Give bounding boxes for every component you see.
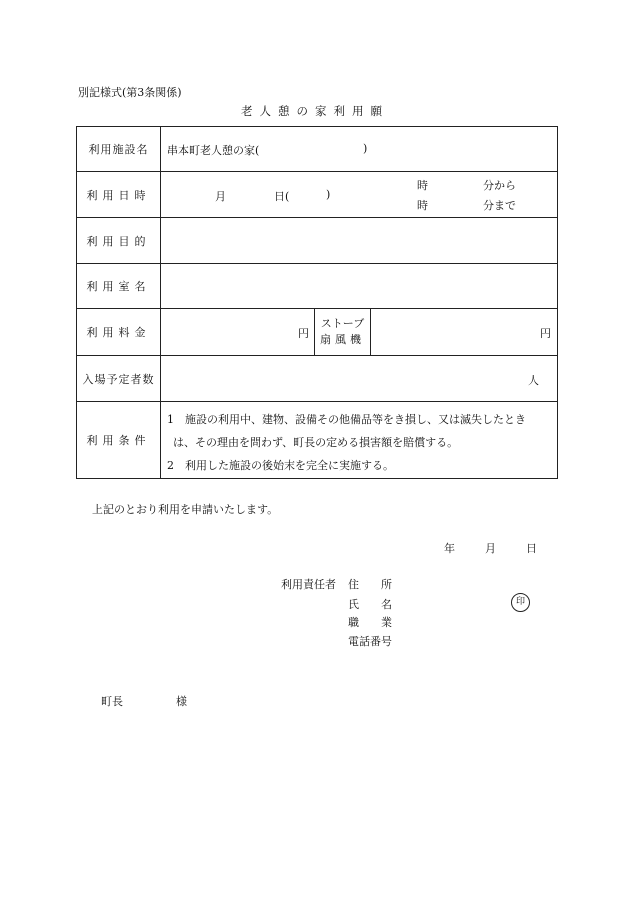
addressee xyxy=(101,693,187,709)
stove-fan-fee-field[interactable] xyxy=(371,309,558,355)
row-purpose xyxy=(77,218,558,264)
attendees-unit: 人 xyxy=(528,374,539,387)
row-fee xyxy=(77,309,558,356)
purpose-label: 利用目的 xyxy=(77,218,161,264)
room-label: 利用室名 xyxy=(77,264,161,309)
datetime-hour-from: 時 xyxy=(417,179,428,192)
room-field[interactable] xyxy=(161,264,558,309)
row-conditions xyxy=(77,402,558,479)
form-title: 老人憩の家利用願 xyxy=(241,104,389,118)
application-table xyxy=(76,126,558,479)
date-day: 日 xyxy=(526,542,537,555)
responsible-person-label: 利用責任者 xyxy=(281,578,336,591)
stove-fan-label-cell xyxy=(315,309,371,355)
honorific: 様 xyxy=(176,695,187,708)
datetime-day: 日( xyxy=(274,190,290,203)
purpose-field[interactable] xyxy=(161,218,558,264)
application-date[interactable] xyxy=(444,540,537,556)
application-statement: 上記のとおり利用を申請いたします。 xyxy=(92,503,279,516)
seal-mark: 印 xyxy=(511,593,530,612)
facility-label: 利用施設名 xyxy=(77,127,161,172)
conditions-label: 利用条件 xyxy=(77,402,161,479)
conditions-text xyxy=(161,402,558,479)
address-label: 住 所 xyxy=(348,578,392,591)
stove-fan-unit: 円 xyxy=(540,327,551,340)
fee-unit: 円 xyxy=(298,327,309,340)
fee-cell xyxy=(161,309,558,356)
phone-label: 電話番号 xyxy=(348,635,392,648)
row-room xyxy=(77,264,558,309)
date-month: 月 xyxy=(485,542,496,555)
datetime-minute-from: 分から xyxy=(483,179,516,192)
mayor-title: 町長 xyxy=(101,695,123,708)
datetime-label: 利用日時 xyxy=(77,172,161,218)
facility-value-close: ) xyxy=(363,142,368,155)
attendees-field[interactable] xyxy=(161,356,558,402)
stove-label: ストーブ xyxy=(320,317,365,330)
row-facility xyxy=(77,127,558,172)
date-year: 年 xyxy=(444,542,455,555)
fee-subtable xyxy=(161,309,557,355)
condition-item: は、その理由を問わず、町長の定める損害額を賠償する。 xyxy=(173,436,459,449)
datetime-field[interactable] xyxy=(161,172,558,218)
name-label: 氏 名 xyxy=(348,598,392,611)
form-number-label: 別記様式(第3条関係) xyxy=(78,86,182,99)
facility-value: 串本町老人憩の家( xyxy=(167,144,260,157)
attendees-label: 入場予定者数 xyxy=(77,356,161,402)
datetime-hour-to: 時 xyxy=(417,199,428,212)
fee-field[interactable] xyxy=(161,309,315,355)
facility-field[interactable] xyxy=(161,127,558,172)
fan-label: 扇風機 xyxy=(320,333,365,346)
row-attendees xyxy=(77,356,558,402)
datetime-day-close: ) xyxy=(326,188,331,201)
fee-label: 利用料金 xyxy=(77,309,161,356)
row-datetime xyxy=(77,172,558,218)
condition-item: 1 施設の利用中、建物、設備その他備品等をき損し、又は滅失したとき xyxy=(167,413,526,426)
datetime-minute-to: 分まで xyxy=(483,199,516,212)
condition-item: 2 利用した施設の後始末を完全に実施する。 xyxy=(167,459,394,472)
occupation-label: 職 業 xyxy=(348,616,392,629)
datetime-month: 月 xyxy=(215,190,226,203)
